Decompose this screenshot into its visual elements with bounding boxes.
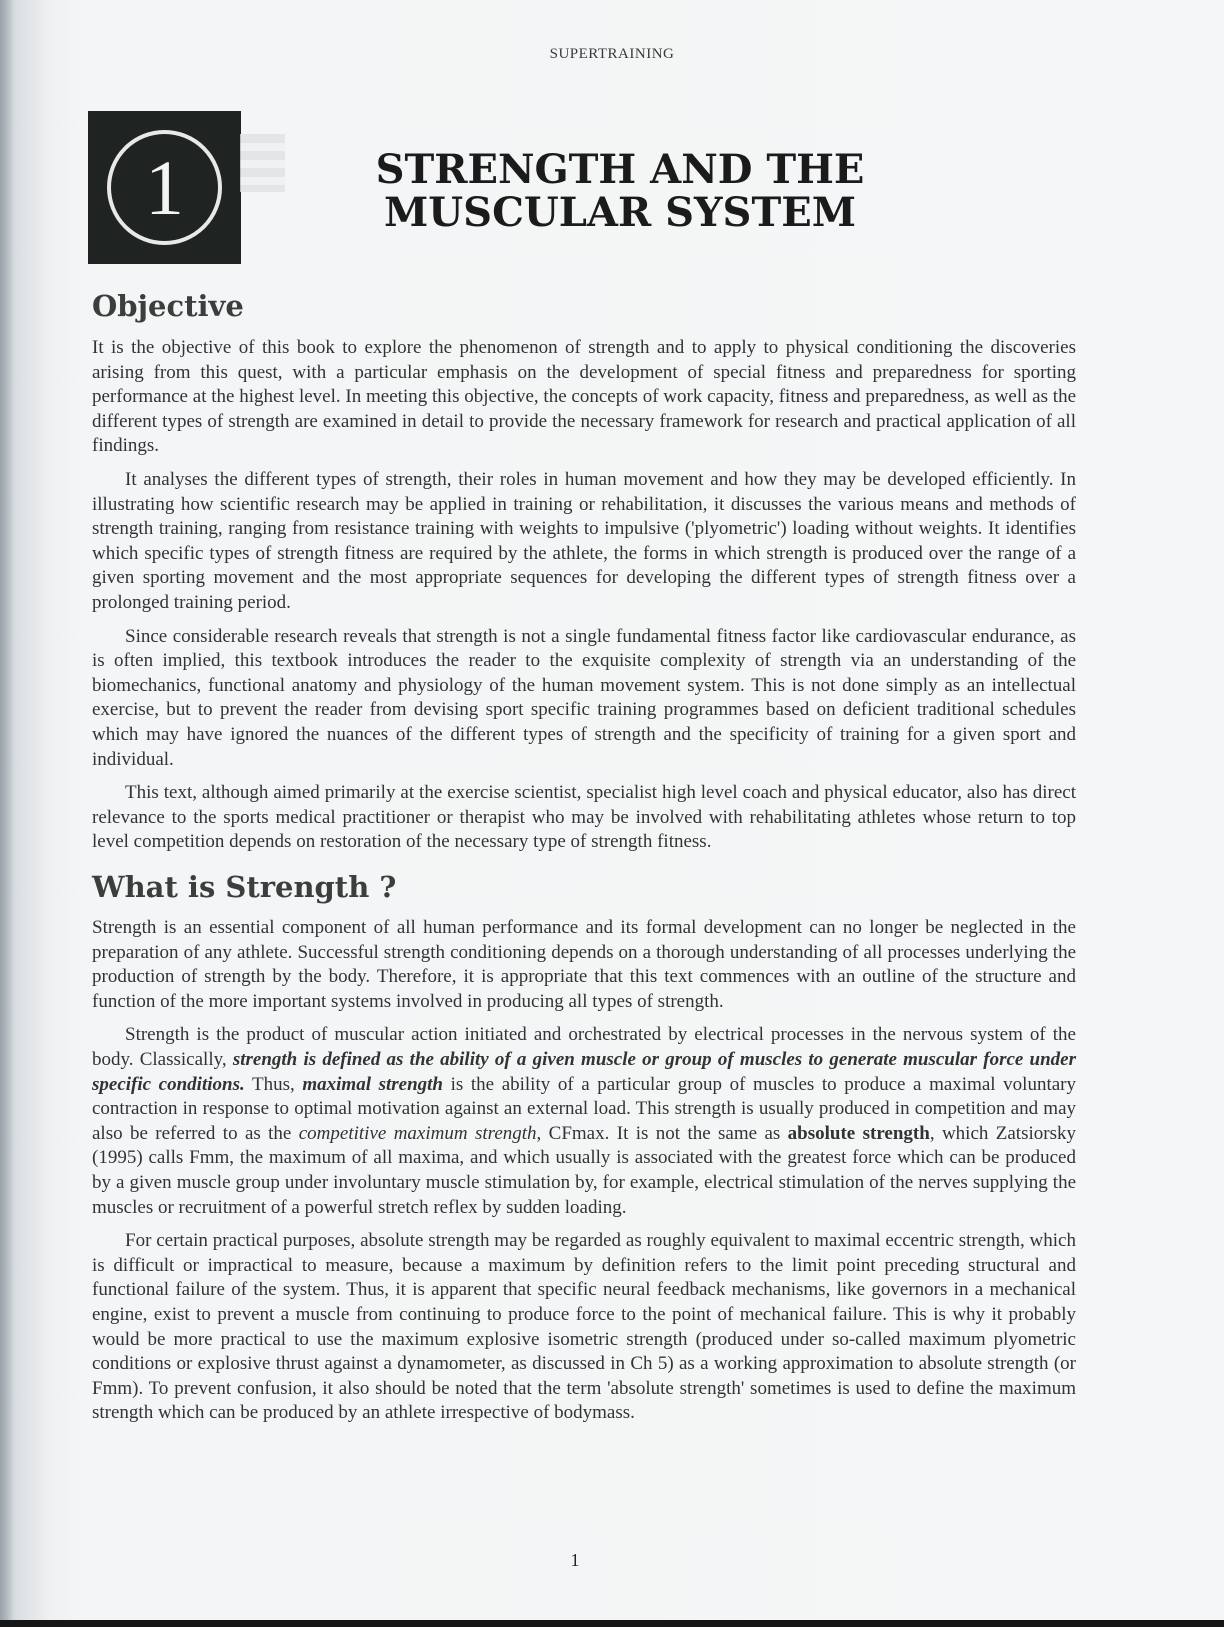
- strength-p2-text-c: Thus,: [244, 1073, 303, 1095]
- strength-p2-text-a: Strength is the product of muscular action initiated and orchestrated by electrical processes in the nervous system of the body. Classically,: [92, 1024, 1076, 1070]
- competitive-maximum-term: competitive maximum strength: [298, 1122, 537, 1144]
- maximal-strength-term: maximal strength: [302, 1073, 443, 1095]
- objective-paragraph-4: This text, although aimed primarily at the exercise scientist, specialist high level coach and physical educator, also has direct relevance to the sports medical practitioner or therapist who may be involved with rehabilitating athletes whose return to top level competition depends on restoration of the necessary type of strength fitness.: [92, 782, 1076, 853]
- chapter-title-line-1: STRENGTH AND THE: [375, 146, 865, 193]
- what-is-strength-heading: What is Strength ?: [92, 870, 397, 904]
- strength-definition: strength is defined as the ability of a given muscle or group of muscles to generate muscular force under specific conditions.: [92, 1048, 1076, 1095]
- objective-heading: Objective: [92, 289, 244, 323]
- scan-bottom-edge: [0, 1620, 1224, 1627]
- chapter-title-line-2: MUSCULAR SYSTEM: [384, 189, 856, 236]
- strength-paragraph-3: For certain practical purposes, absolute strength may be regarded as roughly equivalent to maximal eccentric strength, which is difficult or impractical to measure, because a maximum by definition refers to the limit point preceding structural and functional failure of the system. Thus, it is apparent that specific neural feedback mechanisms, like governors in a mechanical engine, exist to prevent a muscle from continuing to produce force to the point of mechanical failure. This is why it probably would be more practical to use the maximum explosive isometric strength (produced under so-called maximum plyometric conditions or explosive thrust against a dynamometer, as discussed in Ch 5) as a working approximation to absolute strength (or Fmm). To prevent confusion, it also should be noted that the term 'absolute strength' sometimes is used to define the maximum strength which can be produced by an athlete irrespective of bodymass.: [92, 1230, 1076, 1424]
- objective-paragraph-3: Since considerable research reveals that strength is not a single fundamental fitness factor like cardiovascular endurance, as is often implied, this textbook introduces the reader to the exquisite complexity of strength via an understanding of the biomechanics, functional anatomy and physiology of the human movement system. This is not done simply as an intellectual exercise, but to prevent the reader from devising sport specific training programmes based on deficient traditional schedules which may have ignored the nuances of the different types of strength and the specificity of training for a given sport and individual.: [92, 625, 1076, 770]
- strength-p2-text-e: is the ability of a particular group of muscles to produce a maximal voluntary contraction in response to optimal motivation against an external load. This strength is usually produced in competition and may also be referred to as the: [92, 1073, 1076, 1144]
- strength-paragraph-1: Strength is an essential component of all human performance and its formal development can no longer be neglected in the preparation of any athlete. Successful strength conditioning depends on a thorough understanding of all processes underlying the production of strength by the body. Therefore, it is appropriate that this text commences with an outline of the structure and function of the more important systems involved in producing all types of strength.: [92, 917, 1076, 1012]
- absolute-strength-term: absolute strength: [787, 1122, 930, 1144]
- chapter-title: [340, 148, 900, 234]
- objective-paragraph-1: It is the objective of this book to explore the phenomenon of strength and to apply to physical conditioning the discoveries arising from this quest, with a particular emphasis on the development of special fitness and preparedness for sporting performance at the highest level. In meeting this objective, the concepts of work capacity, fitness and preparedness, as well as the different types of strength are examined in detail to provide the necessary framework for research and practical application of all findings.: [92, 337, 1076, 457]
- objective-paragraph-2: It analyses the different types of strength, their roles in human movement and how they may be developed efficiently. In illustrating how scientific research may be applied in training or rehabilitation, it discusses the various means and methods of strength training, ranging from resistance training with weights to impulsive ('plyometric') loading without weights. It identifies which specific types of strength fitness are required by the athlete, the forms in which strength is produced over the range of a given sporting movement and the most appropriate sequences for developing the different types of strength fitness over a prolonged training period.: [92, 468, 1076, 613]
- strength-paragraph-2: [92, 1023, 1076, 1220]
- strength-p2-text-g: , CFmax. It is not the same as: [536, 1122, 788, 1144]
- chapter-number: 1: [107, 130, 222, 245]
- what-is-strength-section: [92, 916, 1076, 1426]
- objective-section: [92, 336, 1076, 855]
- strength-p2-text-i: , which Zatsiorsky (1995) calls Fmm, the maximum of all maxima, and which usually is associated with the greatest force which can be produced by a given muscle group under involuntary muscle stimulation by, for example, electrical stimulation of the nerves supplying the muscles or recruitment of a powerful stretch reflex by sudden loading.: [92, 1122, 1076, 1218]
- chapter-number-badge: [88, 111, 241, 264]
- page-number: 1: [570, 1550, 580, 1570]
- bleed-through-artifact: [240, 134, 285, 192]
- running-head: SUPERTRAINING: [549, 46, 675, 62]
- binding-shadow: [0, 0, 14, 1627]
